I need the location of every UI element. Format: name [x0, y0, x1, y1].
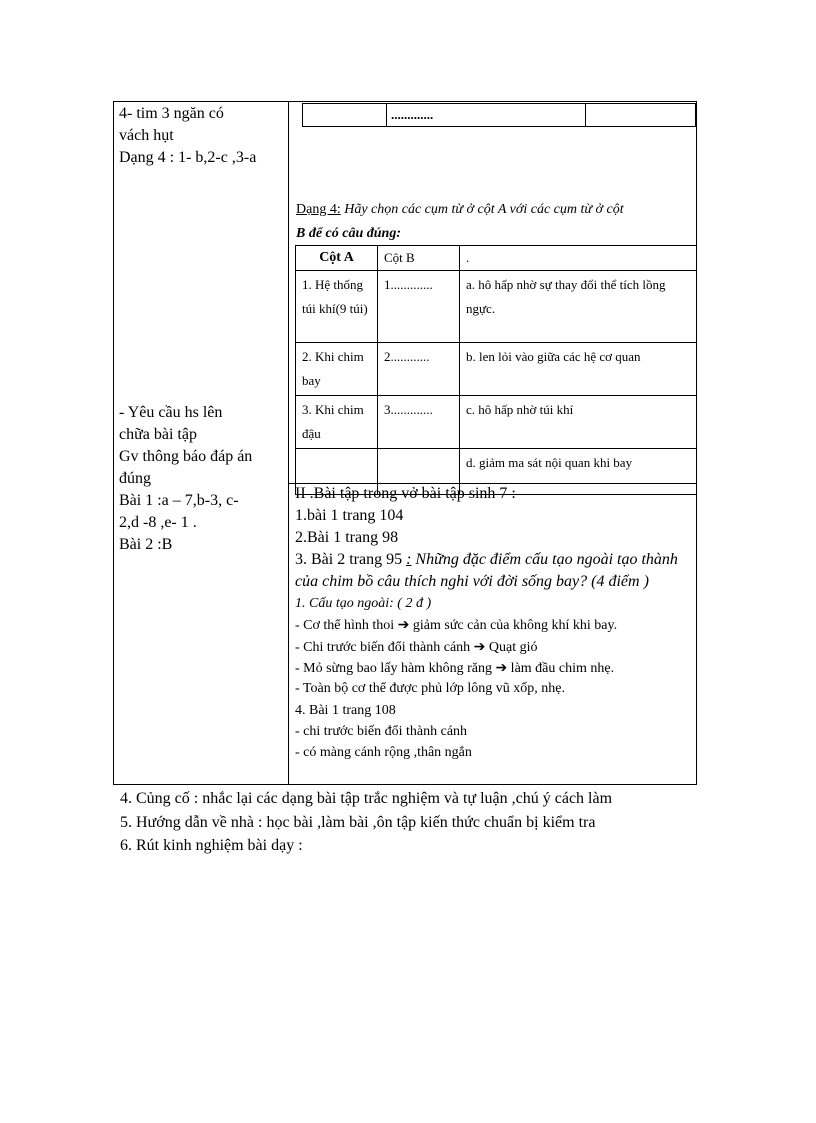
- answer-line: Dạng 4 : 1- b,2-c ,3-a: [119, 149, 257, 166]
- section2-item-3: [295, 551, 697, 569]
- request-line: đúng: [119, 470, 151, 487]
- answer-line: - có màng cánh rộng ,thân ngắn: [295, 745, 472, 760]
- answer-line: - Cơ thể hình thoi ➔ giảm sức cản của không khí khi bay.: [295, 618, 618, 633]
- answer-line: 4- tim 3 ngăn có: [119, 105, 224, 122]
- dang4-instruction-text: Hãy chọn các cụm từ ở cột A với các cụm từ ở cột: [340, 202, 624, 217]
- table-cell: b. len lỏi vào giữa các hệ cơ quan: [460, 343, 697, 396]
- table-cell: 2............: [378, 343, 460, 396]
- sub-heading: 1. Cấu tạo ngoài: ( 2 đ ): [295, 596, 432, 611]
- matching-table: [295, 245, 697, 495]
- table-cell: 3. Khi chim đậu: [296, 396, 378, 449]
- section2-title: II .Bài tập trong vở bài tập sinh 7 :: [295, 485, 516, 502]
- answer-line: - Mỏ sừng bao lấy hàm không răng ➔ làm đầu chim nhẹ.: [295, 661, 615, 676]
- item3-prefix: 3. Bài 2 trang 95: [295, 551, 407, 568]
- mini-cell: [586, 104, 696, 127]
- request-line: - Yêu cầu hs lên: [119, 404, 223, 421]
- request-line: Bài 2 :B: [119, 536, 173, 553]
- answer-line: - chi trước biến đổi thành cánh: [295, 724, 468, 739]
- table-cell: c. hô hấp nhờ túi khí: [460, 396, 697, 449]
- item3-colon: :: [406, 551, 412, 568]
- homework-line: 5. Hướng dẫn về nhà : học bài ,làm bài ,ôn tập kiến thức chuẩn bị kiểm tra: [120, 814, 596, 831]
- consolidation-line: 4. Củng cố : nhắc lại các dạng bài tập trắc nghiệm và tự luận ,chú ý cách làm: [120, 790, 613, 807]
- column-divider: [288, 101, 289, 785]
- table-cell: a. hô hấp nhờ sự thay đổi thể tích lồng ngực.: [460, 271, 697, 343]
- request-line: chữa bài tập: [119, 426, 197, 443]
- answer-line: - Toàn bộ cơ thể được phủ lớp lông vũ xốp, nhẹ.: [295, 681, 566, 696]
- table-cell: d. giảm ma sát nội quan khi bay: [460, 449, 697, 495]
- column-header: Cột A: [296, 246, 378, 271]
- table-cell: 2. Khi chim bay: [296, 343, 378, 396]
- section2-item: 2.Bài 1 trang 98: [295, 529, 399, 546]
- request-line: Gv thông báo đáp án: [119, 448, 253, 465]
- item3-question-line2: của chim bồ câu thích nghi với đời sống bay? (4 điểm ): [295, 573, 649, 590]
- request-line: Bài 1 :a – 7,b-3, c-: [119, 492, 239, 509]
- table-cell: 1.............: [378, 271, 460, 343]
- column-header: .: [460, 246, 697, 271]
- answer-line: vách hụt: [119, 127, 174, 144]
- table-header-row: [296, 246, 697, 271]
- mini-cell-dots: .............: [387, 104, 586, 127]
- table-row: [296, 343, 697, 396]
- experience-line: 6. Rút kinh nghiệm bài dạy :: [120, 837, 303, 854]
- table-cell: 3.............: [378, 396, 460, 449]
- dang4-instruction-text-2: B để có câu đúng:: [296, 226, 401, 241]
- item4-title: 4. Bài 1 trang 108: [295, 703, 396, 718]
- table-row: [296, 271, 697, 343]
- dang4-label: Dạng 4:: [296, 202, 341, 217]
- item3-question: Những đặc điểm cấu tạo ngoài tạo thành: [411, 551, 678, 568]
- left-request-block: [119, 402, 284, 556]
- left-answer-block: [119, 103, 284, 169]
- table-row: [296, 396, 697, 449]
- column-header: Cột B: [378, 246, 460, 271]
- section2-item: 1.bài 1 trang 104: [295, 507, 404, 524]
- table-cell: 1. Hệ thống túi khí(9 túi): [296, 271, 378, 343]
- answer-line: - Chi trước biến đổi thành cánh ➔ Quạt gió: [295, 640, 538, 655]
- top-mini-table: [302, 103, 696, 127]
- mini-cell: [303, 104, 387, 127]
- section-divider: [289, 483, 697, 484]
- dang4-instruction: [296, 198, 696, 246]
- request-line: 2,d -8 ,e- 1 .: [119, 514, 197, 531]
